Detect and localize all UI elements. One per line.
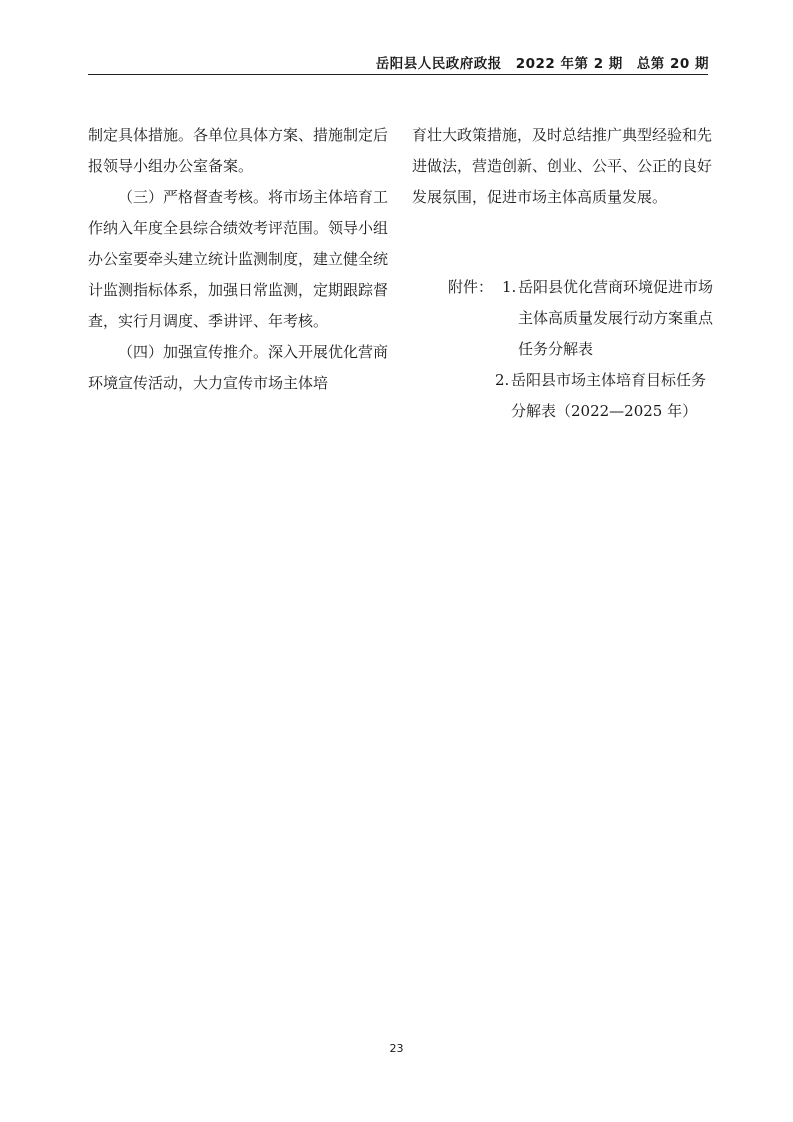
- attachments-block: [448, 272, 718, 427]
- attachment-title: 岳阳县优化营商环境促进市场主体高质量发展行动方案重点任务分解表: [518, 278, 714, 358]
- attachment-item: [448, 365, 718, 427]
- header-rule: [88, 74, 708, 75]
- attachment-title: 岳阳县市场主体培育目标任务分解表（2022—2025 年）: [511, 371, 707, 420]
- attachment-number: 2.: [495, 371, 510, 389]
- right-column: [412, 120, 712, 213]
- paragraph-publicity-cont: 育壮大政策措施，及时总结推广典型经验和先进做法，营造创新、创业、公平、公正的良好发展氛围，促进市场主体高质量发展。: [412, 126, 713, 206]
- paragraph-supervision: （三）严格督查考核。将市场主体培育工作纳入年度全县综合绩效考评范围。领导小组办公室要牵头建立统计监测制度，建立健全统计监测指标体系，加强日常监测，定期跟踪督查，实行月调度、季讲评、年考核。: [88, 188, 389, 330]
- paragraph-publicity: （四）加强宣传推介。深入开展优化营商环境宣传活动，大力宣传市场主体培: [88, 343, 389, 392]
- page-number: 23: [389, 1042, 404, 1055]
- attachments-label: 附件：: [448, 278, 494, 296]
- left-column: [88, 120, 388, 399]
- attachment-number: 1.: [502, 278, 517, 296]
- paragraph-measures: 制定具体措施。各单位具体方案、措施制定后报领导小组办公室备案。: [88, 126, 389, 175]
- attachment-item: [448, 272, 718, 365]
- running-header: 岳阳县人民政府政报 2022 年第 2 期 总第 20 期: [375, 56, 709, 72]
